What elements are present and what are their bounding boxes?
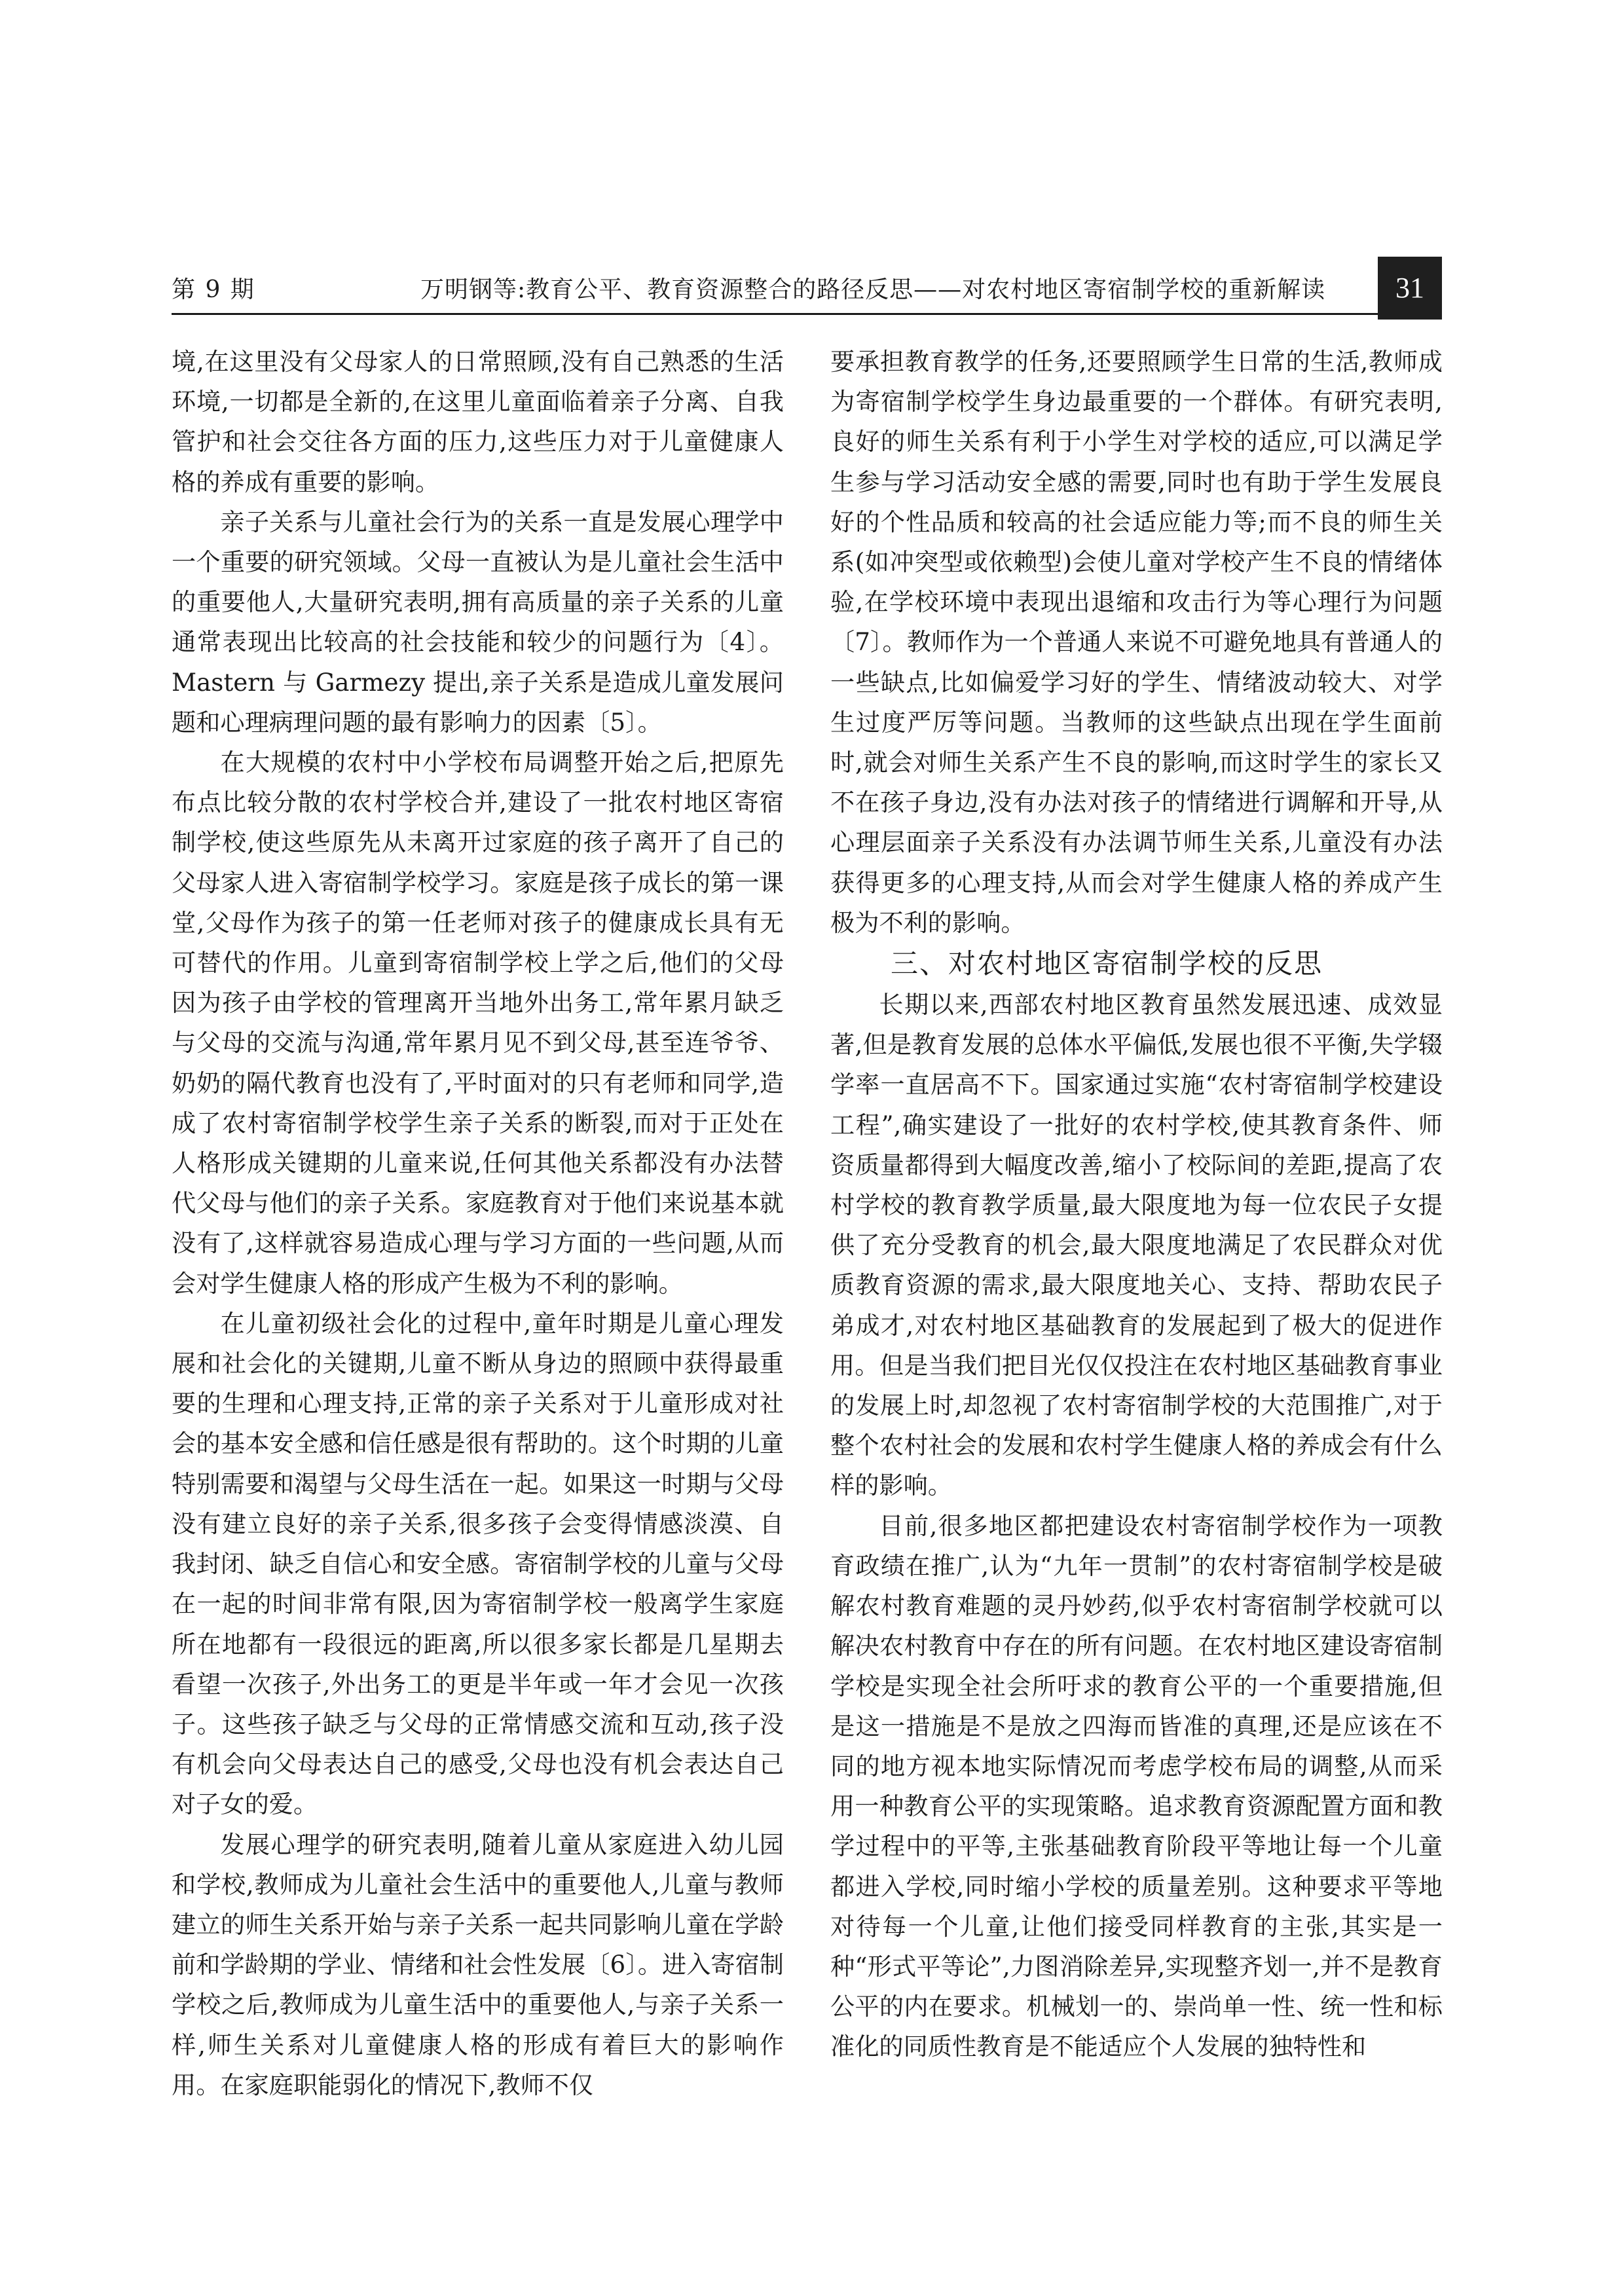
section-heading: 三、对农村地区寄宿制学校的反思 — [891, 947, 1323, 980]
running-title: 万明钢等:教育公平、教育资源整合的路径反思——对农村地区寄宿制学校的重新解读 — [420, 276, 1326, 303]
paragraph: 目前,很多地区都把建设农村寄宿制学校作为一项教育政绩在推广,认为“九年一贯制”的农村寄宿制学校是破解农村教育难题的灵丹妙药,似乎农村寄宿制学校就可以解决农村教育中存在的所有问题。在农村地区建设寄宿制学校是实现全社会所吁求的教育公平的一个重要措施,但是这一措施是不是放之四海而皆准的真理,还是应该在不同的地方视本地实际情况而考虑学校布局的调整,从而采用一种教育公平的实现策略。追求教育资源配置方面和教学过程中的平等,主张基础教育阶段平等地让每一个儿童都进入学校,同时缩小学校的质量差别。这种要求平等地对待每一个儿童,让他们接受同样教育的主张,其实是一种“形式平等论”,力图消除差异,实现整齐划一,并不是教育公平的内在要求。机械划一的、崇尚单一性、统一性和标准化的同质性教育是不能适应个人发展的独特性和 — [830, 1511, 1443, 2061]
paragraph: 长期以来,西部农村地区教育虽然发展迅速、成效显著,但是教育发展的总体水平偏低,发展也很不平衡,失学辍学率一直居高不下。国家通过实施“农村寄宿制学校建设工程”,确实建设了一批好的农村学校,使其教育条件、师资质量都得到大幅度改善,缩小了校际间的差距,提高了农村学校的教育教学质量,最大限度地为每一位农民子女提供了充分受教育的机会,最大限度地满足了农民群众对优质教育资源的需求,最大限度地关心、支持、帮助农民子弟成才,对农村地区基础教育的发展起到了极大的促进作用。但是当我们把目光仅仅投注在农村地区基础教育事业的发展上时,却忽视了农村寄宿制学校的大范围推广,对于整个农村社会的发展和农村学生健康人格的养成会有什么样的影响。 — [830, 990, 1443, 1500]
right-column — [830, 342, 1443, 2067]
paragraph: 亲子关系与儿童社会行为的关系一直是发展心理学中一个重要的研究领域。父母一直被认为是儿童社会生活中的重要他人,大量研究表明,拥有高质量的亲子关系的儿童通常表现出比较高的社会技能和较少的问题行为〔4〕。Mastern 与 Garmezy 提出,亲子关系是造成儿童发展问题和心理病理问题的最有影响力的因素〔5〕。 — [172, 507, 784, 737]
running-header — [172, 257, 1442, 320]
paragraph: 发展心理学的研究表明,随着儿童从家庭进入幼儿园和学校,教师成为儿童社会生活中的重要他人,儿童与教师建立的师生关系开始与亲子关系一起共同影响儿童在学龄前和学龄期的学业、情绪和社会性发展〔6〕。进入寄宿制学校之后,教师成为儿童生活中的重要他人,与亲子关系一样,师生关系对儿童健康人格的形成有着巨大的影响作用。在家庭职能弱化的情况下,教师不仅 — [172, 1829, 784, 2099]
issue-label: 第 9 期 — [172, 276, 255, 303]
left-column — [172, 342, 784, 2105]
page-number: 31 — [1378, 257, 1442, 320]
paragraph: 境,在这里没有父母家人的日常照顾,没有自己熟悉的生活环境,一切都是全新的,在这里儿童面临着亲子分离、自我管护和社会交往各方面的压力,这些压力对于儿童健康人格的养成有重要的影响。 — [172, 347, 784, 496]
header-rule — [172, 313, 1378, 315]
paragraph: 在大规模的农村中小学校布局调整开始之后,把原先布点比较分散的农村学校合并,建设了一批农村地区寄宿制学校,使这些原先从未离开过家庭的孩子离开了自己的父母家人进入寄宿制学校学习。家庭是孩子成长的第一课堂,父母作为孩子的第一任老师对孩子的健康成长具有无可替代的作用。儿童到寄宿制学校上学之后,他们的父母因为孩子由学校的管理离开当地外出务工,常年累月缺乏与父母的交流与沟通,常年累月见不到父母,甚至连爷爷、奶奶的隔代教育也没有了,平时面对的只有老师和同学,造成了农村寄宿制学校学生亲子关系的断裂,而对于正处在人格形成关键期的儿童来说,任何其他关系都没有办法替代父母与他们的亲子关系。家庭教育对于他们来说基本就没有了,这样就容易造成心理与学习方面的一些问题,从而会对学生健康人格的形成产生极为不利的影响。 — [172, 748, 784, 1298]
paragraph: 要承担教育教学的任务,还要照顾学生日常的生活,教师成为寄宿制学校学生身边最重要的一个群体。有研究表明,良好的师生关系有利于小学生对学校的适应,可以满足学生参与学习活动安全感的需要,同时也有助于学生发展良好的个性品质和较高的社会适应能力等;而不良的师生关系(如冲突型或依赖型)会使儿童对学校产生不良的情绪体验,在学校环境中表现出退缩和攻击行为等心理行为问题〔7〕。教师作为一个普通人来说不可避免地具有普通人的一些缺点,比如偏爱学习好的学生、情绪波动较大、对学生过度严厉等问题。当教师的这些缺点出现在学生面前时,就会对师生关系产生不良的影响,而这时学生的家长又不在孩子身边,没有办法对孩子的情绪进行调解和开导,从心理层面亲子关系没有办法调节师生关系,儿童没有办法获得更多的心理支持,从而会对学生健康人格的养成产生极为不利的影响。 — [830, 347, 1443, 937]
paragraph: 在儿童初级社会化的过程中,童年时期是儿童心理发展和社会化的关键期,儿童不断从身边的照顾中获得最重要的生理和心理支持,正常的亲子关系对于儿童形成对社会的基本安全感和信任感是很有帮助的。这个时期的儿童特别需要和渴望与父母生活在一起。如果这一时期与父母没有建立良好的亲子关系,很多孩子会变得情感淡漠、自我封闭、缺乏自信心和安全感。寄宿制学校的儿童与父母在一起的时间非常有限,因为寄宿制学校一般离学生家庭所在地都有一段很远的距离,所以很多家长都是几星期去看望一次孩子,外出务工的更是半年或一年才会见一次孩子。这些孩子缺乏与父母的正常情感交流和互动,孩子没有机会向父母表达自己的感受,父母也没有机会表达自己对子女的爱。 — [172, 1308, 784, 1819]
